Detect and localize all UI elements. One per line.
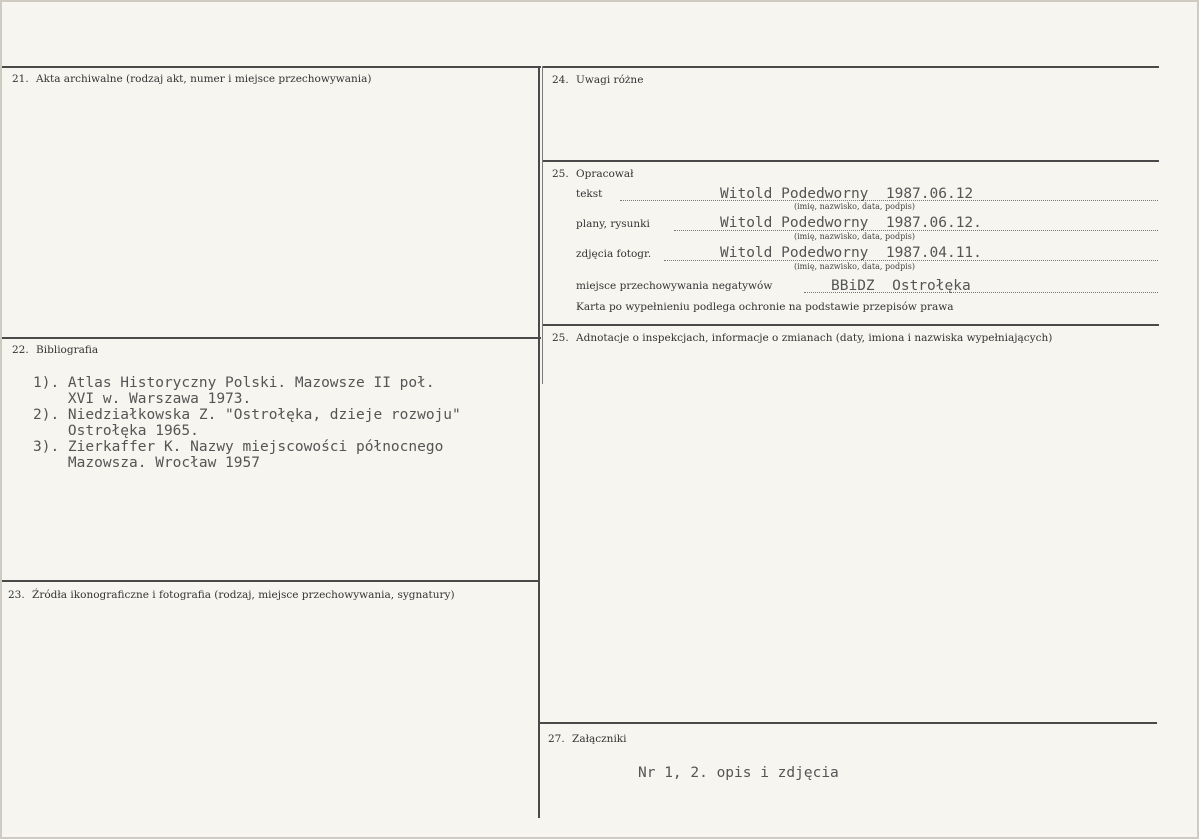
negatywy-label: miejsce przechowywania negatywów: [576, 280, 773, 292]
tekst-value: Witold Podedworny 1987.06.12: [720, 186, 974, 202]
divider-21-22: [2, 337, 541, 339]
zdjecia-label: zdjęcia fotogr.: [576, 248, 652, 260]
section-27-title: Załączniki: [572, 733, 627, 745]
zalaczniki-value: Nr 1, 2. opis i zdjęcia: [638, 765, 839, 781]
section-27-label: [548, 733, 627, 745]
section-26-title: Adnotacje o inspekcjach, informacje o zmianach (daty, imiona i nazwiska wypełniających): [576, 332, 1053, 344]
section-26-label: [552, 332, 1052, 344]
section-21-label: [12, 73, 372, 85]
section-23-label: [8, 589, 455, 601]
negatywy-value: BBiDZ Ostrołęka: [831, 278, 971, 294]
section-22-title: Bibliografia: [36, 344, 99, 356]
zdjecia-value: Witold Podedworny 1987.04.11.: [720, 245, 982, 261]
divider-top-left: [2, 66, 541, 68]
tekst-hint: (imię, nazwisko, data, podpis): [794, 202, 915, 211]
section-22-label: [12, 344, 98, 356]
section-21-title: Akta archiwalne (rodzaj akt, numer i miejsce przechowywania): [36, 73, 372, 85]
plany-value: Witold Podedworny 1987.06.12.: [720, 215, 982, 231]
divider-26-27: [540, 722, 1157, 724]
bibliography-line: Ostrołęka 1965.: [33, 423, 199, 439]
zdjecia-hint: (imię, nazwisko, data, podpis): [794, 262, 915, 271]
section-22-number: 22.: [12, 344, 29, 356]
divider-22-23: [2, 580, 539, 582]
bibliography-line: 2). Niedziałkowska Z. "Ostrołęka, dzieje rozwoju": [33, 407, 461, 423]
tekst-label: tekst: [576, 188, 603, 200]
divider-25-26: [543, 324, 1159, 326]
bibliography-line: Mazowsza. Wrocław 1957: [33, 455, 260, 471]
section-25-label: [552, 168, 634, 180]
section-27-number: 27.: [548, 733, 565, 745]
divider-vertical-main: [538, 66, 540, 818]
divider-vertical-upper: [542, 66, 543, 384]
plany-hint: (imię, nazwisko, data, podpis): [794, 232, 915, 241]
section-26-number: 25.: [552, 332, 569, 344]
bibliography-line: XVI w. Warszawa 1973.: [33, 391, 252, 407]
bibliography-list: [33, 375, 461, 471]
divider-top-right: [543, 66, 1159, 68]
section-24-title: Uwagi różne: [576, 74, 644, 86]
karta-note: Karta po wypełnieniu podlega ochronie na podstawie przepisów prawa: [576, 301, 954, 313]
section-23-title: Źródła ikonograficzne i fotografia (rodzaj, miejsce przechowywania, sygnatury): [32, 589, 455, 601]
plany-label: plany, rysunki: [576, 218, 650, 230]
section-21-number: 21.: [12, 73, 29, 85]
bibliography-line: 1). Atlas Historyczny Polski. Mazowsze II poł.: [33, 375, 435, 391]
divider-24-25: [543, 160, 1159, 162]
section-24-label: [552, 74, 643, 86]
section-25-title: Opracował: [576, 168, 634, 180]
section-25-number: 25.: [552, 168, 569, 180]
section-23-number: 23.: [8, 589, 25, 601]
section-24-number: 24.: [552, 74, 569, 86]
bibliography-line: 3). Zierkaffer K. Nazwy miejscowości północnego: [33, 439, 444, 455]
